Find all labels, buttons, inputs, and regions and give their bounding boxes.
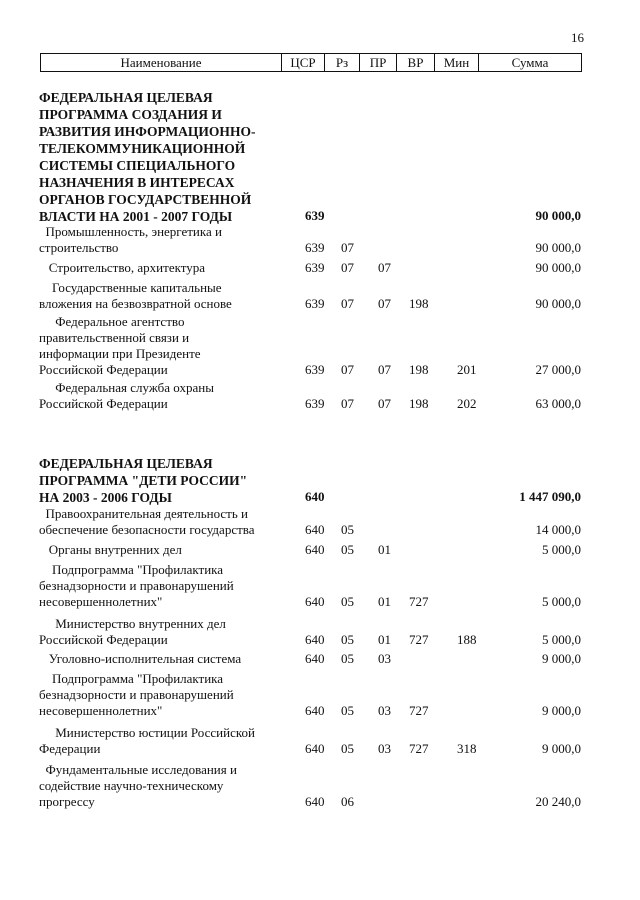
row-name-line: обеспечение безопасности государства xyxy=(39,522,255,537)
cell-rz: 05 xyxy=(341,703,354,718)
row-name-line: НА 2003 - 2006 ГОДЫ xyxy=(39,490,172,505)
row-name-line: содействие научно-техническому xyxy=(39,778,224,793)
row-name xyxy=(39,280,279,312)
row-name-line: Федеральное агентство xyxy=(39,314,185,329)
header-pr: ПР xyxy=(360,54,397,72)
cell-pr: 07 xyxy=(378,362,391,377)
cell-rz: 05 xyxy=(341,542,354,557)
cell-rz: 05 xyxy=(341,741,354,756)
row-name-line: Строительство, архитектура xyxy=(39,260,206,275)
row-name xyxy=(39,725,279,757)
row-name-line: Промышленность, энергетика и xyxy=(39,224,222,239)
page-number: 16 xyxy=(571,30,584,45)
row-name-line: информации при Президенте xyxy=(39,346,201,361)
cell-sum: 1 447 090,0 xyxy=(519,489,581,504)
row-name-line: НАЗНАЧЕНИЯ В ИНТЕРЕСАХ xyxy=(39,175,235,190)
row-name-line: строительство xyxy=(39,240,119,255)
row-name xyxy=(39,224,279,256)
row-name-line: Министерство внутренних дел xyxy=(39,616,226,631)
row-name-line: Подпрограмма "Профилактика xyxy=(39,562,224,577)
cell-rz: 05 xyxy=(341,594,354,609)
row-name-line: ОРГАНОВ ГОСУДАРСТВЕННОЙ xyxy=(39,192,252,207)
row-name-line: несовершеннолетних" xyxy=(39,594,163,609)
cell-pr: 07 xyxy=(378,260,391,275)
row-name-line: правительственной связи и xyxy=(39,330,190,345)
cell-pr: 01 xyxy=(378,632,391,647)
cell-csr: 639 xyxy=(305,260,325,275)
row-name xyxy=(39,89,299,225)
cell-rz: 05 xyxy=(341,522,354,537)
row-name-line: вложения на безвозвратной основе xyxy=(39,296,232,311)
column-header-row xyxy=(41,54,582,72)
row-name-line: Российской Федерации xyxy=(39,632,168,647)
row-name xyxy=(39,542,279,558)
row-name xyxy=(39,671,279,719)
cell-vr: 727 xyxy=(409,594,429,609)
cell-vr: 727 xyxy=(409,703,429,718)
cell-sum: 5 000,0 xyxy=(542,594,581,609)
cell-csr: 640 xyxy=(305,794,325,809)
cell-csr: 640 xyxy=(305,522,325,537)
cell-sum: 63 000,0 xyxy=(535,396,581,411)
row-name-line: Подпрограмма "Профилактика xyxy=(39,671,224,686)
row-name-line: ВЛАСТИ НА 2001 - 2007 ГОДЫ xyxy=(39,209,233,224)
cell-pr: 01 xyxy=(378,594,391,609)
row-name-line: СИСТЕМЫ СПЕЦИАЛЬНОГО xyxy=(39,158,236,173)
header-name: Наименование xyxy=(41,54,282,72)
cell-vr: 198 xyxy=(409,296,429,311)
cell-csr: 639 xyxy=(305,396,325,411)
row-name-line: ФЕДЕРАЛЬНАЯ ЦЕЛЕВАЯ xyxy=(39,90,213,105)
header-min: Мин xyxy=(435,54,479,72)
cell-rz: 05 xyxy=(341,651,354,666)
header-vr: ВР xyxy=(397,54,435,72)
cell-csr: 639 xyxy=(305,208,325,223)
cell-pr: 03 xyxy=(378,741,391,756)
row-name-line: Государственные капитальные xyxy=(39,280,222,295)
cell-sum: 90 000,0 xyxy=(535,240,581,255)
row-name-line: ПРОГРАММА "ДЕТИ РОССИИ" xyxy=(39,473,248,488)
row-name xyxy=(39,260,279,276)
row-name-line: Фундаментальные исследования и xyxy=(39,762,237,777)
row-name-line: Федеральная служба охраны xyxy=(39,380,214,395)
cell-sum: 20 240,0 xyxy=(535,794,581,809)
cell-pr: 07 xyxy=(378,296,391,311)
row-name-line: Уголовно-исполнительная система xyxy=(39,651,242,666)
cell-sum: 5 000,0 xyxy=(542,542,581,557)
cell-sum: 27 000,0 xyxy=(535,362,581,377)
row-name-line: Российской Федерации xyxy=(39,396,168,411)
row-name xyxy=(39,562,279,610)
cell-vr: 727 xyxy=(409,632,429,647)
cell-sum: 14 000,0 xyxy=(535,522,581,537)
row-name-line: Федерации xyxy=(39,741,101,756)
cell-pr: 07 xyxy=(378,396,391,411)
cell-csr: 639 xyxy=(305,362,325,377)
cell-pr: 03 xyxy=(378,703,391,718)
row-name xyxy=(39,651,279,667)
row-name-line: ТЕЛЕКОММУНИКАЦИОННОЙ xyxy=(39,141,246,156)
row-name xyxy=(39,314,279,378)
column-header-table xyxy=(40,53,582,72)
cell-sum: 9 000,0 xyxy=(542,651,581,666)
cell-pr: 03 xyxy=(378,651,391,666)
cell-min: 188 xyxy=(457,632,477,647)
cell-pr: 01 xyxy=(378,542,391,557)
row-name xyxy=(39,616,279,648)
cell-sum: 90 000,0 xyxy=(535,260,581,275)
row-name-line: несовершеннолетних" xyxy=(39,703,163,718)
cell-sum: 5 000,0 xyxy=(542,632,581,647)
cell-csr: 640 xyxy=(305,741,325,756)
cell-csr: 640 xyxy=(305,632,325,647)
cell-csr: 639 xyxy=(305,240,325,255)
cell-csr: 640 xyxy=(305,651,325,666)
cell-min: 202 xyxy=(457,396,477,411)
cell-csr: 639 xyxy=(305,296,325,311)
row-name xyxy=(39,506,279,538)
row-name-line: безнадзорности и правонарушений xyxy=(39,687,234,702)
cell-csr: 640 xyxy=(305,703,325,718)
row-name-line: прогрессу xyxy=(39,794,95,809)
row-name-line: Органы внутренних дел xyxy=(39,542,182,557)
cell-min: 201 xyxy=(457,362,477,377)
cell-csr: 640 xyxy=(305,489,325,504)
cell-sum: 90 000,0 xyxy=(535,208,581,223)
cell-vr: 198 xyxy=(409,362,429,377)
cell-rz: 07 xyxy=(341,396,354,411)
cell-rz: 07 xyxy=(341,240,354,255)
header-rz: Рз xyxy=(325,54,360,72)
cell-csr: 640 xyxy=(305,594,325,609)
cell-sum: 9 000,0 xyxy=(542,703,581,718)
cell-rz: 05 xyxy=(341,632,354,647)
cell-rz: 06 xyxy=(341,794,354,809)
cell-vr: 727 xyxy=(409,741,429,756)
row-name-line: ФЕДЕРАЛЬНАЯ ЦЕЛЕВАЯ xyxy=(39,456,213,471)
row-name-line: безнадзорности и правонарушений xyxy=(39,578,234,593)
cell-sum: 90 000,0 xyxy=(535,296,581,311)
cell-min: 318 xyxy=(457,741,477,756)
row-name xyxy=(39,762,279,810)
row-name-line: Министерство юстиции Российской xyxy=(39,725,255,740)
row-name xyxy=(39,380,279,412)
row-name-line: Российской Федерации xyxy=(39,362,168,377)
row-name-line: Правоохранительная деятельность и xyxy=(39,506,248,521)
row-name xyxy=(39,455,299,506)
cell-rz: 07 xyxy=(341,296,354,311)
header-sum: Сумма xyxy=(479,54,582,72)
cell-csr: 640 xyxy=(305,542,325,557)
cell-rz: 07 xyxy=(341,260,354,275)
row-name-line: ПРОГРАММА СОЗДАНИЯ И xyxy=(39,107,222,122)
header-csr: ЦСР xyxy=(282,54,325,72)
row-name-line: РАЗВИТИЯ ИНФОРМАЦИОННО- xyxy=(39,124,256,139)
cell-rz: 07 xyxy=(341,362,354,377)
cell-sum: 9 000,0 xyxy=(542,741,581,756)
cell-vr: 198 xyxy=(409,396,429,411)
